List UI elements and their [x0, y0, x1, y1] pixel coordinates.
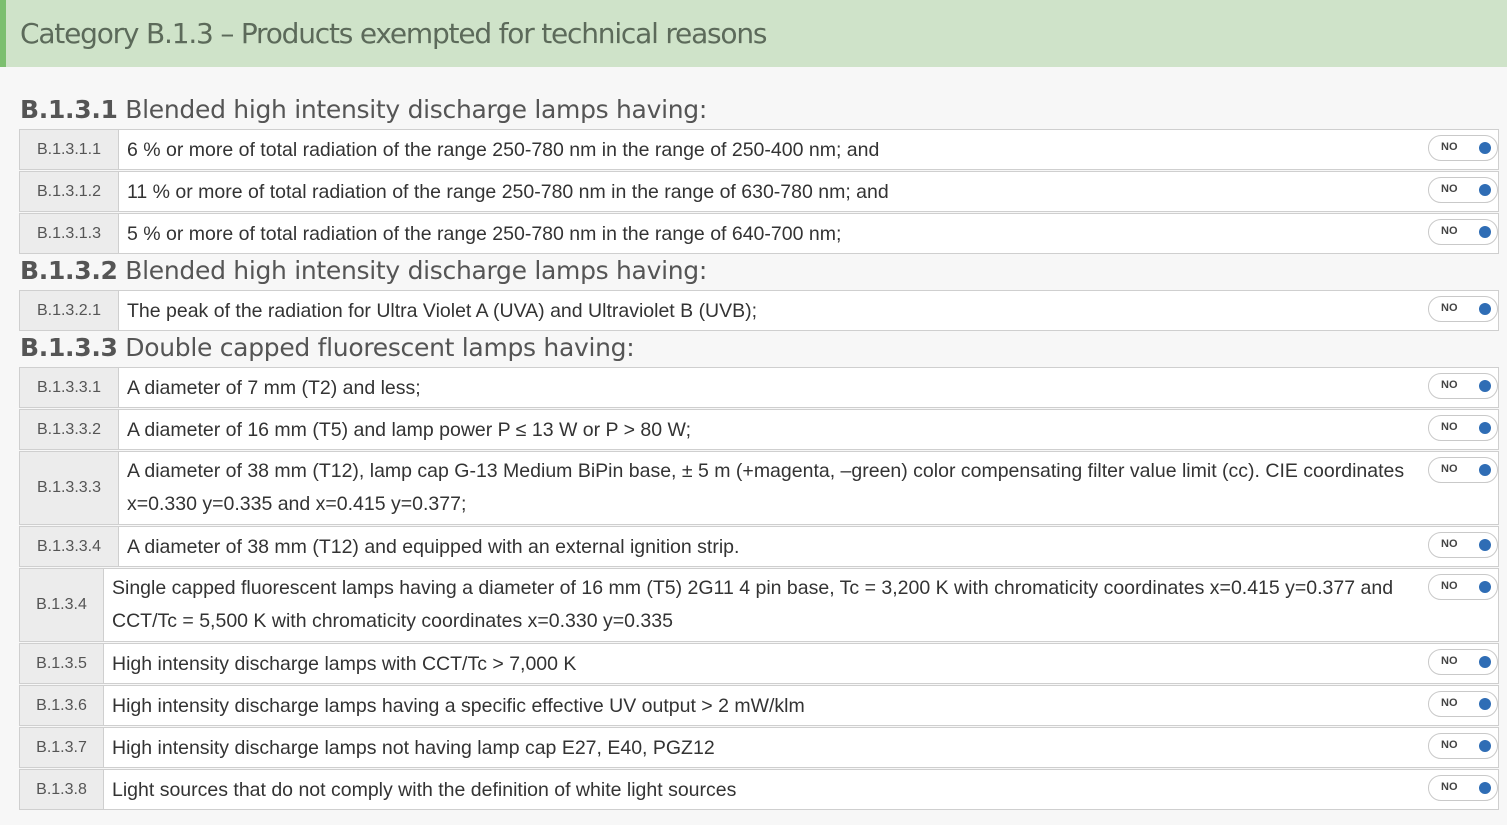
criterion-text: 5 % or more of total radiation of the range 250-780 nm in the range of 640-700 nm;	[127, 222, 842, 245]
toggle-label: NO	[1441, 739, 1458, 751]
criterion-row	[19, 685, 1499, 726]
criterion-text: A diameter of 16 mm (T5) and lamp power P ≤ 13 W or P > 80 W;	[127, 418, 691, 441]
toggle-knob-icon	[1479, 226, 1491, 238]
toggle-knob-icon	[1479, 422, 1491, 434]
criterion-code: B.1.3.5	[20, 644, 104, 683]
toggle-knob-icon	[1479, 380, 1491, 392]
toggle-knob-icon	[1479, 464, 1491, 476]
criterion-row	[19, 643, 1499, 684]
yes-no-toggle[interactable]	[1428, 219, 1498, 245]
toggle-label: NO	[1441, 421, 1458, 433]
toggle-knob-icon	[1479, 740, 1491, 752]
section-code: B.1.3.2	[20, 256, 118, 285]
yes-no-toggle[interactable]	[1428, 135, 1498, 161]
category-header	[0, 0, 1507, 67]
yes-no-toggle[interactable]	[1428, 415, 1498, 441]
section-title: Double capped fluorescent lamps having:	[125, 333, 635, 362]
criterion-text: The peak of the radiation for Ultra Violet A (UVA) and Ultraviolet B (UVB);	[127, 299, 758, 322]
section-heading-b1-3-3	[20, 333, 634, 362]
toggle-label: NO	[1441, 781, 1458, 793]
criterion-text: 6 % or more of total radiation of the range 250-780 nm in the range of 250-400 nm; and	[127, 138, 880, 161]
toggle-knob-icon	[1479, 698, 1491, 710]
criterion-code: B.1.3.3.3	[20, 452, 119, 524]
yes-no-toggle[interactable]	[1428, 691, 1498, 717]
section-heading-b1-3-1	[20, 95, 707, 124]
yes-no-toggle[interactable]	[1428, 532, 1498, 558]
criterion-code: B.1.3.4	[20, 569, 104, 641]
criterion-row	[19, 568, 1499, 642]
criterion-text: A diameter of 7 mm (T2) and less;	[127, 376, 421, 399]
toggle-knob-icon	[1479, 656, 1491, 668]
toggle-knob-icon	[1479, 184, 1491, 196]
criterion-code: B.1.3.3.1	[20, 368, 119, 407]
toggle-label: NO	[1441, 463, 1458, 475]
yes-no-toggle[interactable]	[1428, 457, 1498, 483]
criterion-code: B.1.3.1.2	[20, 172, 119, 211]
toggle-knob-icon	[1479, 782, 1491, 794]
toggle-label: NO	[1441, 302, 1458, 314]
toggle-label: NO	[1441, 183, 1458, 195]
criterion-row	[19, 213, 1499, 254]
section-title: Blended high intensity discharge lamps having:	[125, 256, 707, 285]
criterion-code: B.1.3.7	[20, 728, 104, 767]
criterion-text: Light sources that do not comply with the definition of white light sources	[112, 778, 737, 801]
criterion-text: A diameter of 38 mm (T12), lamp cap G-13 Medium BiPin base, ± 5 m (+magenta, –green) color compensating filter value limit (cc). CIE coordinates x=0.330 y=0.335 and x=0.415 y=0.377;	[127, 460, 1405, 515]
section-title: Blended high intensity discharge lamps having:	[125, 95, 707, 124]
criterion-row	[19, 727, 1499, 768]
section-code: B.1.3.1	[20, 95, 118, 124]
toggle-label: NO	[1441, 580, 1458, 592]
section-heading-b1-3-2	[20, 256, 707, 285]
toggle-knob-icon	[1479, 303, 1491, 315]
criterion-code: B.1.3.6	[20, 686, 104, 725]
criterion-code: B.1.3.2.1	[20, 291, 119, 330]
yes-no-toggle[interactable]	[1428, 296, 1498, 322]
yes-no-toggle[interactable]	[1428, 649, 1498, 675]
criterion-code: B.1.3.8	[20, 770, 104, 809]
criterion-row	[19, 769, 1499, 810]
criterion-text: Single capped fluorescent lamps having a diameter of 16 mm (T5) 2G11 4 pin base, Tc = 3,200 K with chromaticity coordinates x=0.415 y=0.377 and CCT/Tc = 5,500 K with chromaticity coordinates x=0.330 y=0.335	[112, 577, 1394, 632]
toggle-knob-icon	[1479, 142, 1491, 154]
criterion-row	[19, 409, 1499, 450]
toggle-label: NO	[1441, 379, 1458, 391]
yes-no-toggle[interactable]	[1428, 574, 1498, 600]
toggle-label: NO	[1441, 538, 1458, 550]
toggle-knob-icon	[1479, 539, 1491, 551]
criterion-row	[19, 171, 1499, 212]
toggle-label: NO	[1441, 225, 1458, 237]
yes-no-toggle[interactable]	[1428, 733, 1498, 759]
toggle-knob-icon	[1479, 581, 1491, 593]
yes-no-toggle[interactable]	[1428, 373, 1498, 399]
yes-no-toggle[interactable]	[1428, 177, 1498, 203]
criterion-code: B.1.3.1.3	[20, 214, 119, 253]
criterion-row	[19, 367, 1499, 408]
criterion-code: B.1.3.3.2	[20, 410, 119, 449]
category-title: Category B.1.3 – Products exempted for technical reasons	[20, 17, 767, 50]
toggle-label: NO	[1441, 697, 1458, 709]
criterion-code: B.1.3.1.1	[20, 130, 119, 169]
criterion-text: 11 % or more of total radiation of the range 250-780 nm in the range of 630-780 nm; and	[127, 180, 889, 203]
criterion-row	[19, 451, 1499, 525]
toggle-label: NO	[1441, 655, 1458, 667]
criterion-row	[19, 290, 1499, 331]
criterion-code: B.1.3.3.4	[20, 527, 119, 566]
yes-no-toggle[interactable]	[1428, 775, 1498, 801]
section-code: B.1.3.3	[20, 333, 118, 362]
criterion-text: High intensity discharge lamps not having lamp cap E27, E40, PGZ12	[112, 736, 715, 759]
criterion-row	[19, 526, 1499, 567]
criterion-text: High intensity discharge lamps with CCT/Tc > 7,000 K	[112, 652, 577, 675]
criterion-row	[19, 129, 1499, 170]
criterion-text: High intensity discharge lamps having a specific effective UV output > 2 mW/klm	[112, 694, 805, 717]
criterion-text: A diameter of 38 mm (T12) and equipped with an external ignition strip.	[127, 535, 740, 558]
toggle-label: NO	[1441, 141, 1458, 153]
